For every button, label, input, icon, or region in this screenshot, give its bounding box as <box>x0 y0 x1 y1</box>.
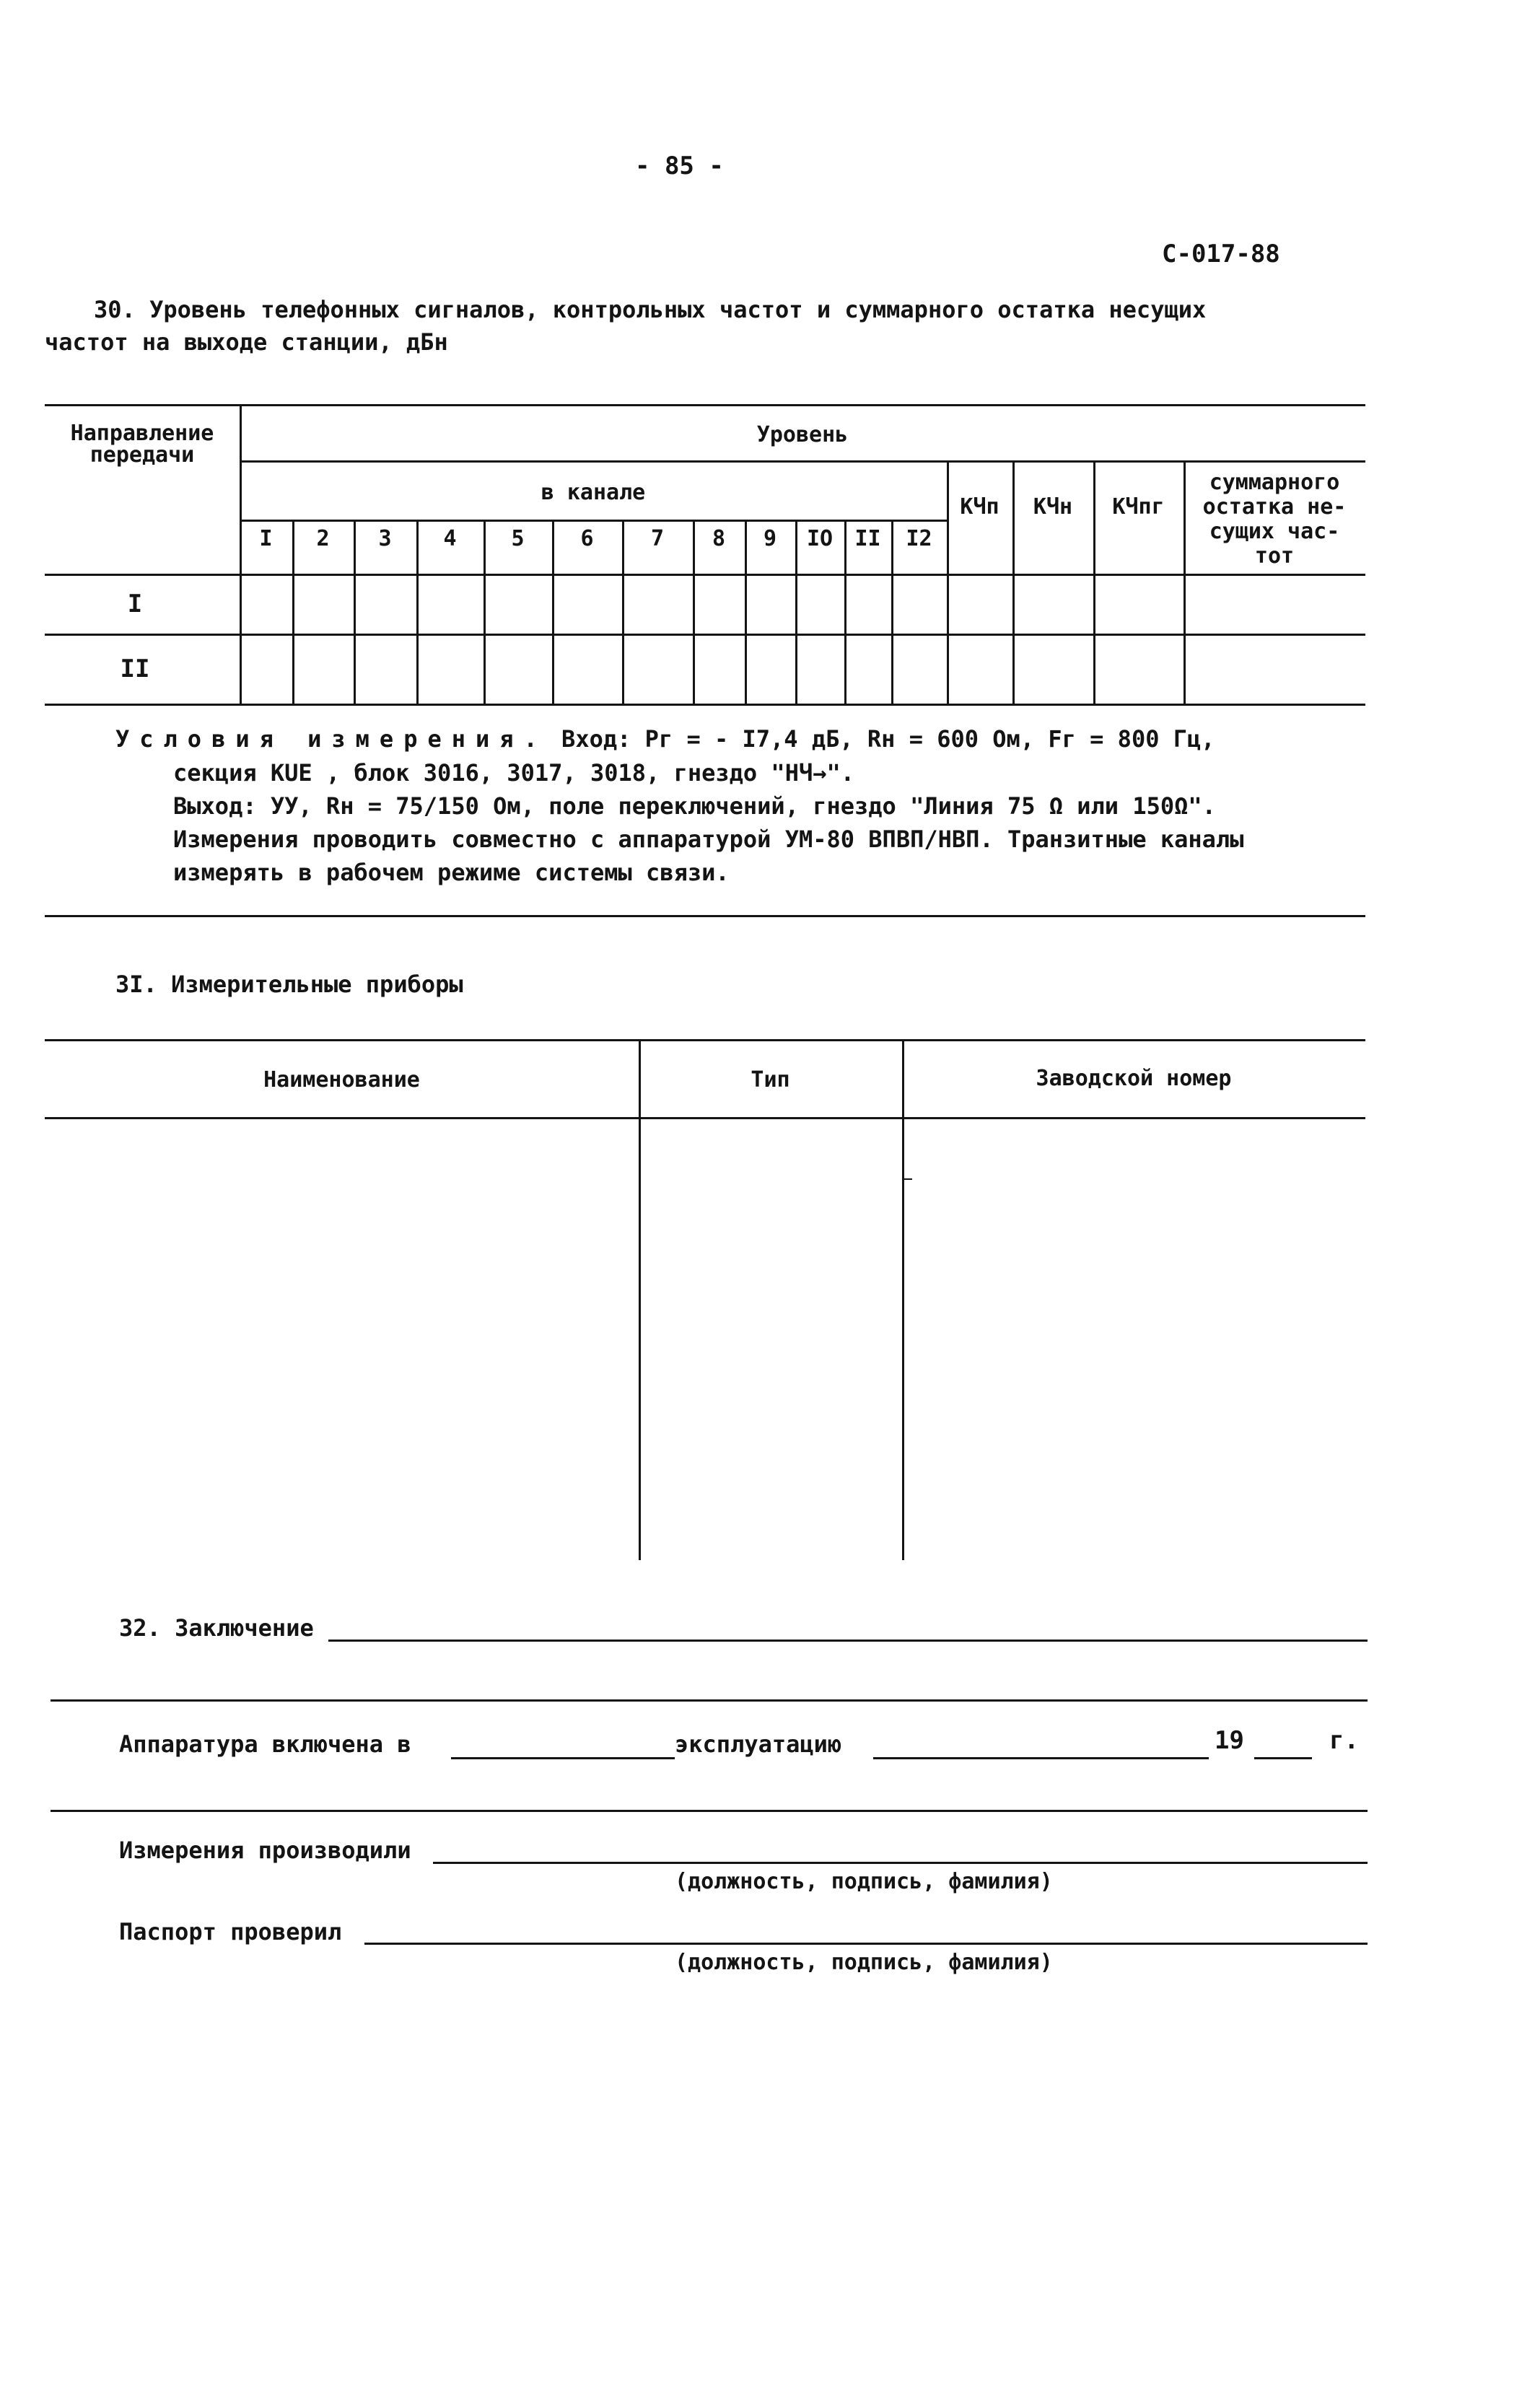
header-residual-carrier: суммарного остатка не- сущих час- тот <box>1202 470 1347 569</box>
row-direction-1: I <box>127 590 143 618</box>
conditions-section: секция KUE , блок 3016, 3017, 3018, гнездо "НЧ→". <box>173 759 855 787</box>
conclusion-label: 32. Заключение <box>119 1614 314 1642</box>
header-channel-9: 9 <box>763 526 777 551</box>
passport-checked-caption: (должность, подпись, фамилия) <box>675 1950 1053 1975</box>
conditions-transit-channels: измерять в рабочем режиме системы связи. <box>173 859 730 886</box>
section-30-heading-line2: частот на выходе станции, дБн <box>45 328 448 356</box>
conclusion-line <box>328 1640 1368 1642</box>
year-suffix: г. <box>1329 1726 1359 1755</box>
header-channel-7: 7 <box>650 526 665 551</box>
header-kchpg: КЧпг <box>1112 494 1165 520</box>
header-instrument-type: Тип <box>751 1067 790 1093</box>
conditions-input: Вход: Pг = - I7,4 дБ, Rн = 600 Ом, Fг = 800 Гц, <box>547 725 1215 753</box>
section-30-heading-line1: 30. Уровень телефонных сигналов, контрольных частот и суммарного остатка несущих <box>94 296 1207 323</box>
header-serial-number: Заводской номер <box>1036 1066 1232 1091</box>
header-channel-12: I2 <box>906 526 932 551</box>
header-channel-11: II <box>854 526 881 551</box>
header-channel-1: I <box>259 526 273 551</box>
passport-checked-label: Паспорт проверил <box>119 1918 342 1945</box>
header-channel-8: 8 <box>712 526 726 551</box>
year-prefix: 19 <box>1215 1726 1244 1755</box>
measured-by-label: Измерения производили <box>119 1837 411 1864</box>
header-instrument-name: Наименование <box>263 1067 420 1093</box>
row-direction-2: II <box>120 655 150 683</box>
header-kchp: КЧп <box>960 494 999 520</box>
conditions-joint-measurement: Измерения проводить совместно с аппаратурой УМ-80 ВПВП/НВП. Транзитные каналы <box>173 826 1244 853</box>
commission-date-line-2 <box>873 1757 1209 1759</box>
commission-label: Аппаратура включена в <box>119 1730 411 1758</box>
header-kchn: КЧн <box>1033 494 1073 520</box>
header-direction: Направление передачи <box>70 421 214 468</box>
conditions-label: Условия измерения. <box>115 725 548 753</box>
commission-date-line <box>451 1757 675 1759</box>
commission-operation-label: эксплуатацию <box>675 1730 842 1758</box>
year-line <box>1254 1757 1312 1759</box>
document-code: С-017-88 <box>1162 240 1280 268</box>
section-31-heading: 3I. Измерительные приборы <box>115 971 463 998</box>
header-channel-4: 4 <box>443 526 457 551</box>
conditions-output: Выход: УУ, Rн = 75/150 Ом, поле переключений, гнездо "Линия 75 Ω или 150Ω". <box>173 792 1216 820</box>
header-channel-2: 2 <box>316 526 330 551</box>
header-channel-5: 5 <box>511 526 525 551</box>
measured-by-line <box>433 1862 1368 1864</box>
page-number: - 85 - <box>635 152 724 180</box>
header-in-channel: в канале <box>541 480 646 505</box>
passport-checked-line <box>364 1943 1368 1945</box>
measured-by-caption: (должность, подпись, фамилия) <box>675 1869 1053 1894</box>
header-channel-6: 6 <box>580 526 594 551</box>
header-channel-10: IO <box>806 526 834 551</box>
header-level: Уровень <box>756 422 849 447</box>
header-channel-3: 3 <box>378 526 392 551</box>
